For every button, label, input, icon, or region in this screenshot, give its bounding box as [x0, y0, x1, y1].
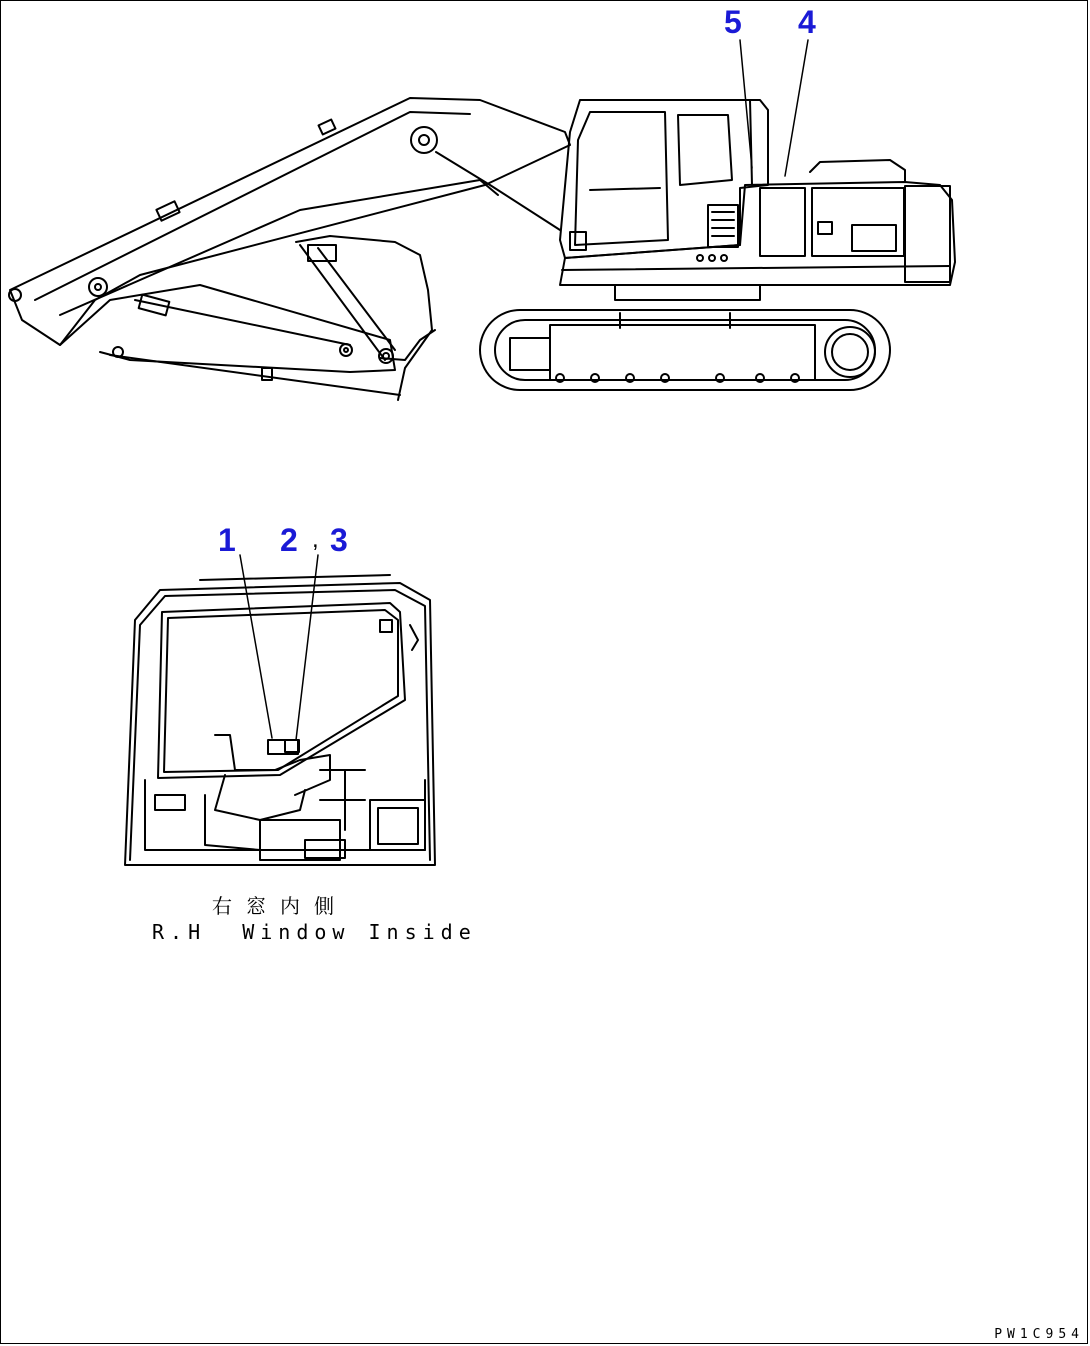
callout-separator: , [312, 526, 319, 553]
caption-english: R.H Window Inside [152, 920, 477, 944]
callout-4: 4 [798, 4, 816, 40]
window-inside-view [125, 555, 435, 865]
callout-3: 3 [330, 522, 348, 558]
cab [560, 100, 768, 258]
callout-5: 5 [724, 4, 742, 40]
excavator-side-view [9, 40, 955, 400]
callout-2: 2 [280, 522, 298, 558]
boom [9, 98, 570, 345]
leader-lines-lower [240, 555, 318, 740]
undercarriage [480, 285, 890, 390]
arm [60, 285, 400, 395]
upper-structure [560, 160, 955, 285]
drawing-id: PW1C954 [994, 1327, 1084, 1342]
callout-1: 1 [218, 522, 236, 558]
caption-japanese: 右窓内側 [212, 894, 348, 918]
